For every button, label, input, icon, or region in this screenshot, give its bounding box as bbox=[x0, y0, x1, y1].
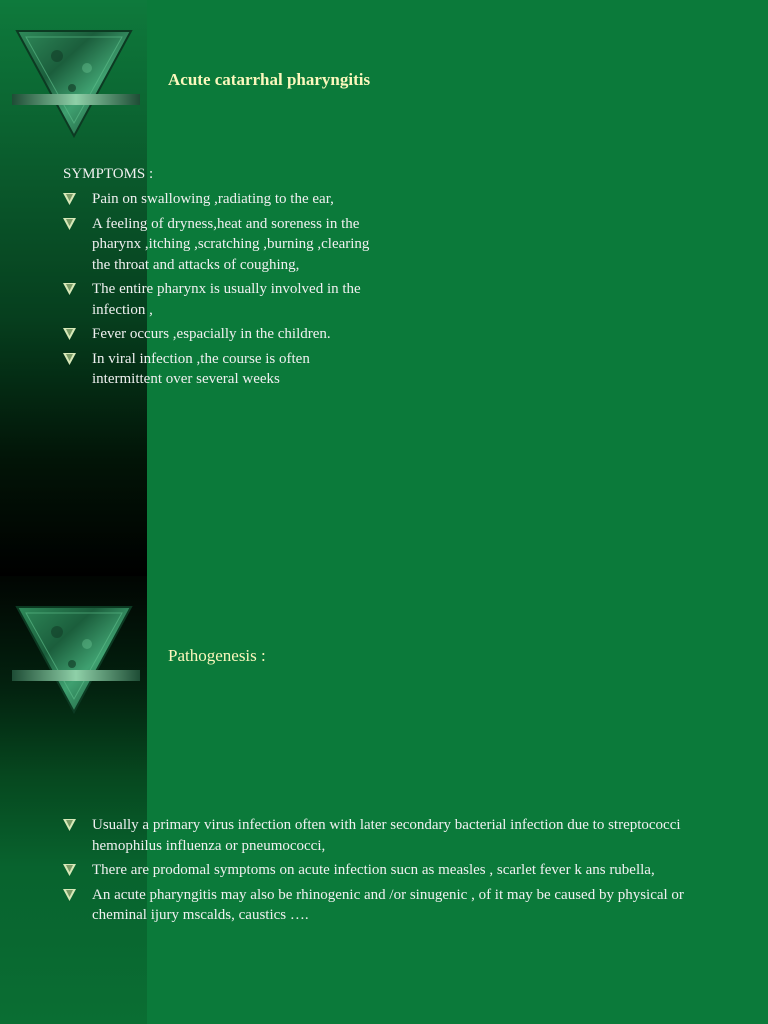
checkmark-bullet-icon bbox=[63, 218, 76, 230]
list-item: Pain on swallowing ,radiating to the ear, bbox=[63, 189, 383, 210]
list-item: In viral infection ,the course is often intermittent over several weeks bbox=[63, 349, 383, 390]
slide-pathogenesis bbox=[0, 576, 768, 1024]
pathogenesis-list bbox=[63, 815, 703, 930]
symptoms-list bbox=[63, 189, 383, 394]
list-item: The entire pharynx is usually involved in the infection , bbox=[63, 279, 383, 320]
slide-title: Acute catarrhal pharyngitis bbox=[168, 70, 371, 89]
section-heading: SYMPTOMS : bbox=[63, 166, 154, 182]
list-item: A feeling of dryness,heat and soreness in the pharynx ,itching ,scratching ,burning ,clearing the throat and attacks of coughing, bbox=[63, 214, 383, 276]
checkmark-bullet-icon bbox=[63, 889, 76, 901]
list-item: Fever occurs ,espacially in the children. bbox=[63, 324, 383, 345]
green-marble-triangle-icon bbox=[12, 28, 142, 138]
list-item: There are prodomal symptoms on acute infection sucn as measles , scarlet fever k ans rubella, bbox=[63, 860, 703, 881]
checkmark-bullet-icon bbox=[63, 819, 76, 831]
checkmark-bullet-icon bbox=[63, 328, 76, 340]
checkmark-bullet-icon bbox=[63, 193, 76, 205]
slide-title: Pathogenesis : bbox=[168, 646, 266, 665]
checkmark-bullet-icon bbox=[63, 864, 76, 876]
checkmark-bullet-icon bbox=[63, 353, 76, 365]
green-marble-triangle-icon bbox=[12, 604, 142, 714]
checkmark-bullet-icon bbox=[63, 283, 76, 295]
list-item: Usually a primary virus infection often with later secondary bacterial infection due to streptococci hemophilus influenza or pneumococci, bbox=[63, 815, 703, 856]
list-item: An acute pharyngitis may also be rhinogenic and /or sinugenic , of it may be caused by physical or cheminal ijury mscalds, caustics …. bbox=[63, 885, 703, 926]
